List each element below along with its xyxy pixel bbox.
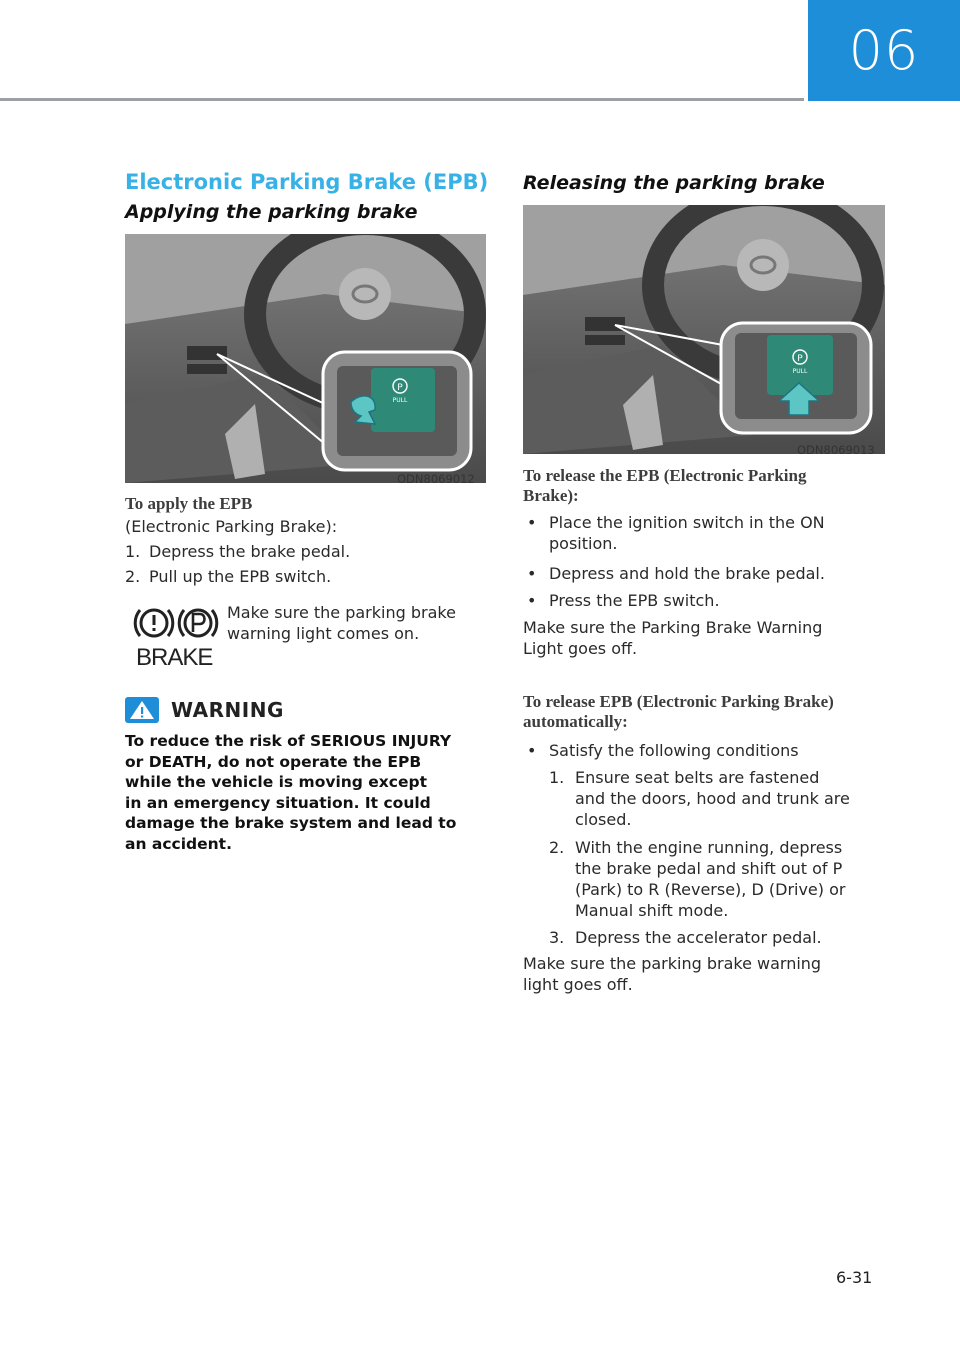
switch-pull-label: PULL — [392, 397, 408, 404]
condition-number: 1. — [549, 768, 565, 787]
parking-p-icon — [179, 610, 217, 636]
condition-line: Manual shift mode. — [575, 901, 729, 920]
release-note — [523, 617, 822, 659]
release-heading-line: Brake): — [523, 486, 579, 505]
condition-item — [549, 767, 885, 830]
apply-heading: To apply the EPB — [125, 494, 253, 513]
page-number: 6-31 — [836, 1268, 873, 1287]
bullet-item: • Press the EPB switch. — [523, 590, 885, 611]
step-item — [125, 541, 350, 562]
brake-warning-icon — [135, 610, 173, 636]
step-number: 1. — [125, 542, 141, 561]
step-number: 2. — [125, 567, 141, 586]
bullet-item: • Place the ignition switch in the ON position. — [523, 512, 885, 554]
figure-release-epb — [523, 205, 885, 454]
header-rule — [0, 98, 804, 101]
bullet-line: Satisfy the following conditions — [549, 741, 799, 760]
release-note-line: Light goes off. — [523, 639, 638, 658]
condition-line: the brake pedal and shift out of P — [575, 859, 843, 878]
figure-apply-epb — [125, 234, 486, 483]
condition-line: Ensure seat belts are fastened — [575, 768, 820, 787]
warning-line: To reduce the risk of SERIOUS INJURY — [125, 732, 452, 750]
switch-pull-label: PULL — [792, 368, 808, 375]
auto-heading-line: automatically: — [523, 712, 628, 731]
figure-code: ODN8069013 — [797, 443, 875, 457]
bullet-item: • Depress and hold the brake pedal. — [523, 563, 885, 584]
condition-line: closed. — [575, 810, 632, 829]
condition-line: Depress the accelerator pedal. — [575, 928, 822, 947]
step-text: Pull up the EPB switch. — [149, 567, 332, 586]
end-note-line: light goes off. — [523, 975, 633, 994]
chapter-tab: 06 — [808, 0, 960, 101]
warning-title: WARNING — [171, 698, 284, 722]
brake-text-indicator: BRAKE — [136, 644, 213, 671]
warning-header — [125, 697, 284, 723]
warning-line: an accident. — [125, 834, 232, 853]
subhead-releasing: Releasing the parking brake — [523, 172, 825, 194]
warning-line: or DEATH, do not operate the EPB — [125, 752, 422, 771]
switch-p-label: P — [397, 383, 403, 393]
brake-indicators — [132, 602, 222, 672]
condition-line: With the engine running, depress — [575, 838, 843, 857]
release-heading — [523, 466, 806, 506]
figure-code: ODN8069012 — [397, 472, 475, 486]
apply-subheading: (Electronic Parking Brake): — [125, 517, 338, 536]
warning-line: damage the brake system and lead to — [125, 814, 457, 832]
warning-line: in an emergency situation. It could — [125, 793, 431, 812]
indicator-note-line: Make sure the parking brake — [227, 603, 456, 622]
indicator-note — [227, 602, 456, 644]
condition-number: 2. — [549, 838, 565, 857]
warning-line: while the vehicle is moving except — [125, 773, 428, 791]
condition-item — [549, 837, 885, 921]
dashboard-illustration — [125, 234, 486, 483]
auto-heading-line: To release EPB (Electronic Parking Brake) — [523, 692, 834, 711]
dashboard-illustration — [523, 205, 885, 454]
release-note-line: Make sure the Parking Brake Warning — [523, 618, 823, 637]
bullet-line: Place the ignition switch in the ON — [549, 513, 825, 532]
bullet-line: Press the EPB switch. — [549, 591, 720, 610]
release-heading-line: To release the EPB (Electronic Parking — [523, 466, 807, 485]
warning-triangle-icon — [125, 697, 159, 723]
condition-number: 3. — [549, 928, 565, 947]
end-note — [523, 953, 821, 995]
step-item — [125, 566, 331, 587]
bullet-line: position. — [549, 534, 618, 553]
condition-line: (Park) to R (Reverse), D (Drive) or — [575, 880, 846, 899]
step-text: Depress the brake pedal. — [149, 542, 351, 561]
condition-item — [549, 927, 885, 948]
bullet-line: Depress and hold the brake pedal. — [549, 564, 825, 583]
auto-release-heading — [523, 692, 834, 732]
switch-p-label: P — [797, 354, 803, 364]
warning-text — [125, 731, 475, 854]
end-note-line: Make sure the parking brake warning — [523, 954, 822, 973]
condition-line: and the doors, hood and trunk are — [575, 789, 850, 808]
indicator-note-line: warning light comes on. — [227, 624, 420, 643]
subhead-applying: Applying the parking brake — [125, 201, 418, 223]
section-title: Electronic Parking Brake (EPB) — [125, 170, 489, 194]
bullet-item: • Satisfy the following conditions — [523, 740, 885, 761]
